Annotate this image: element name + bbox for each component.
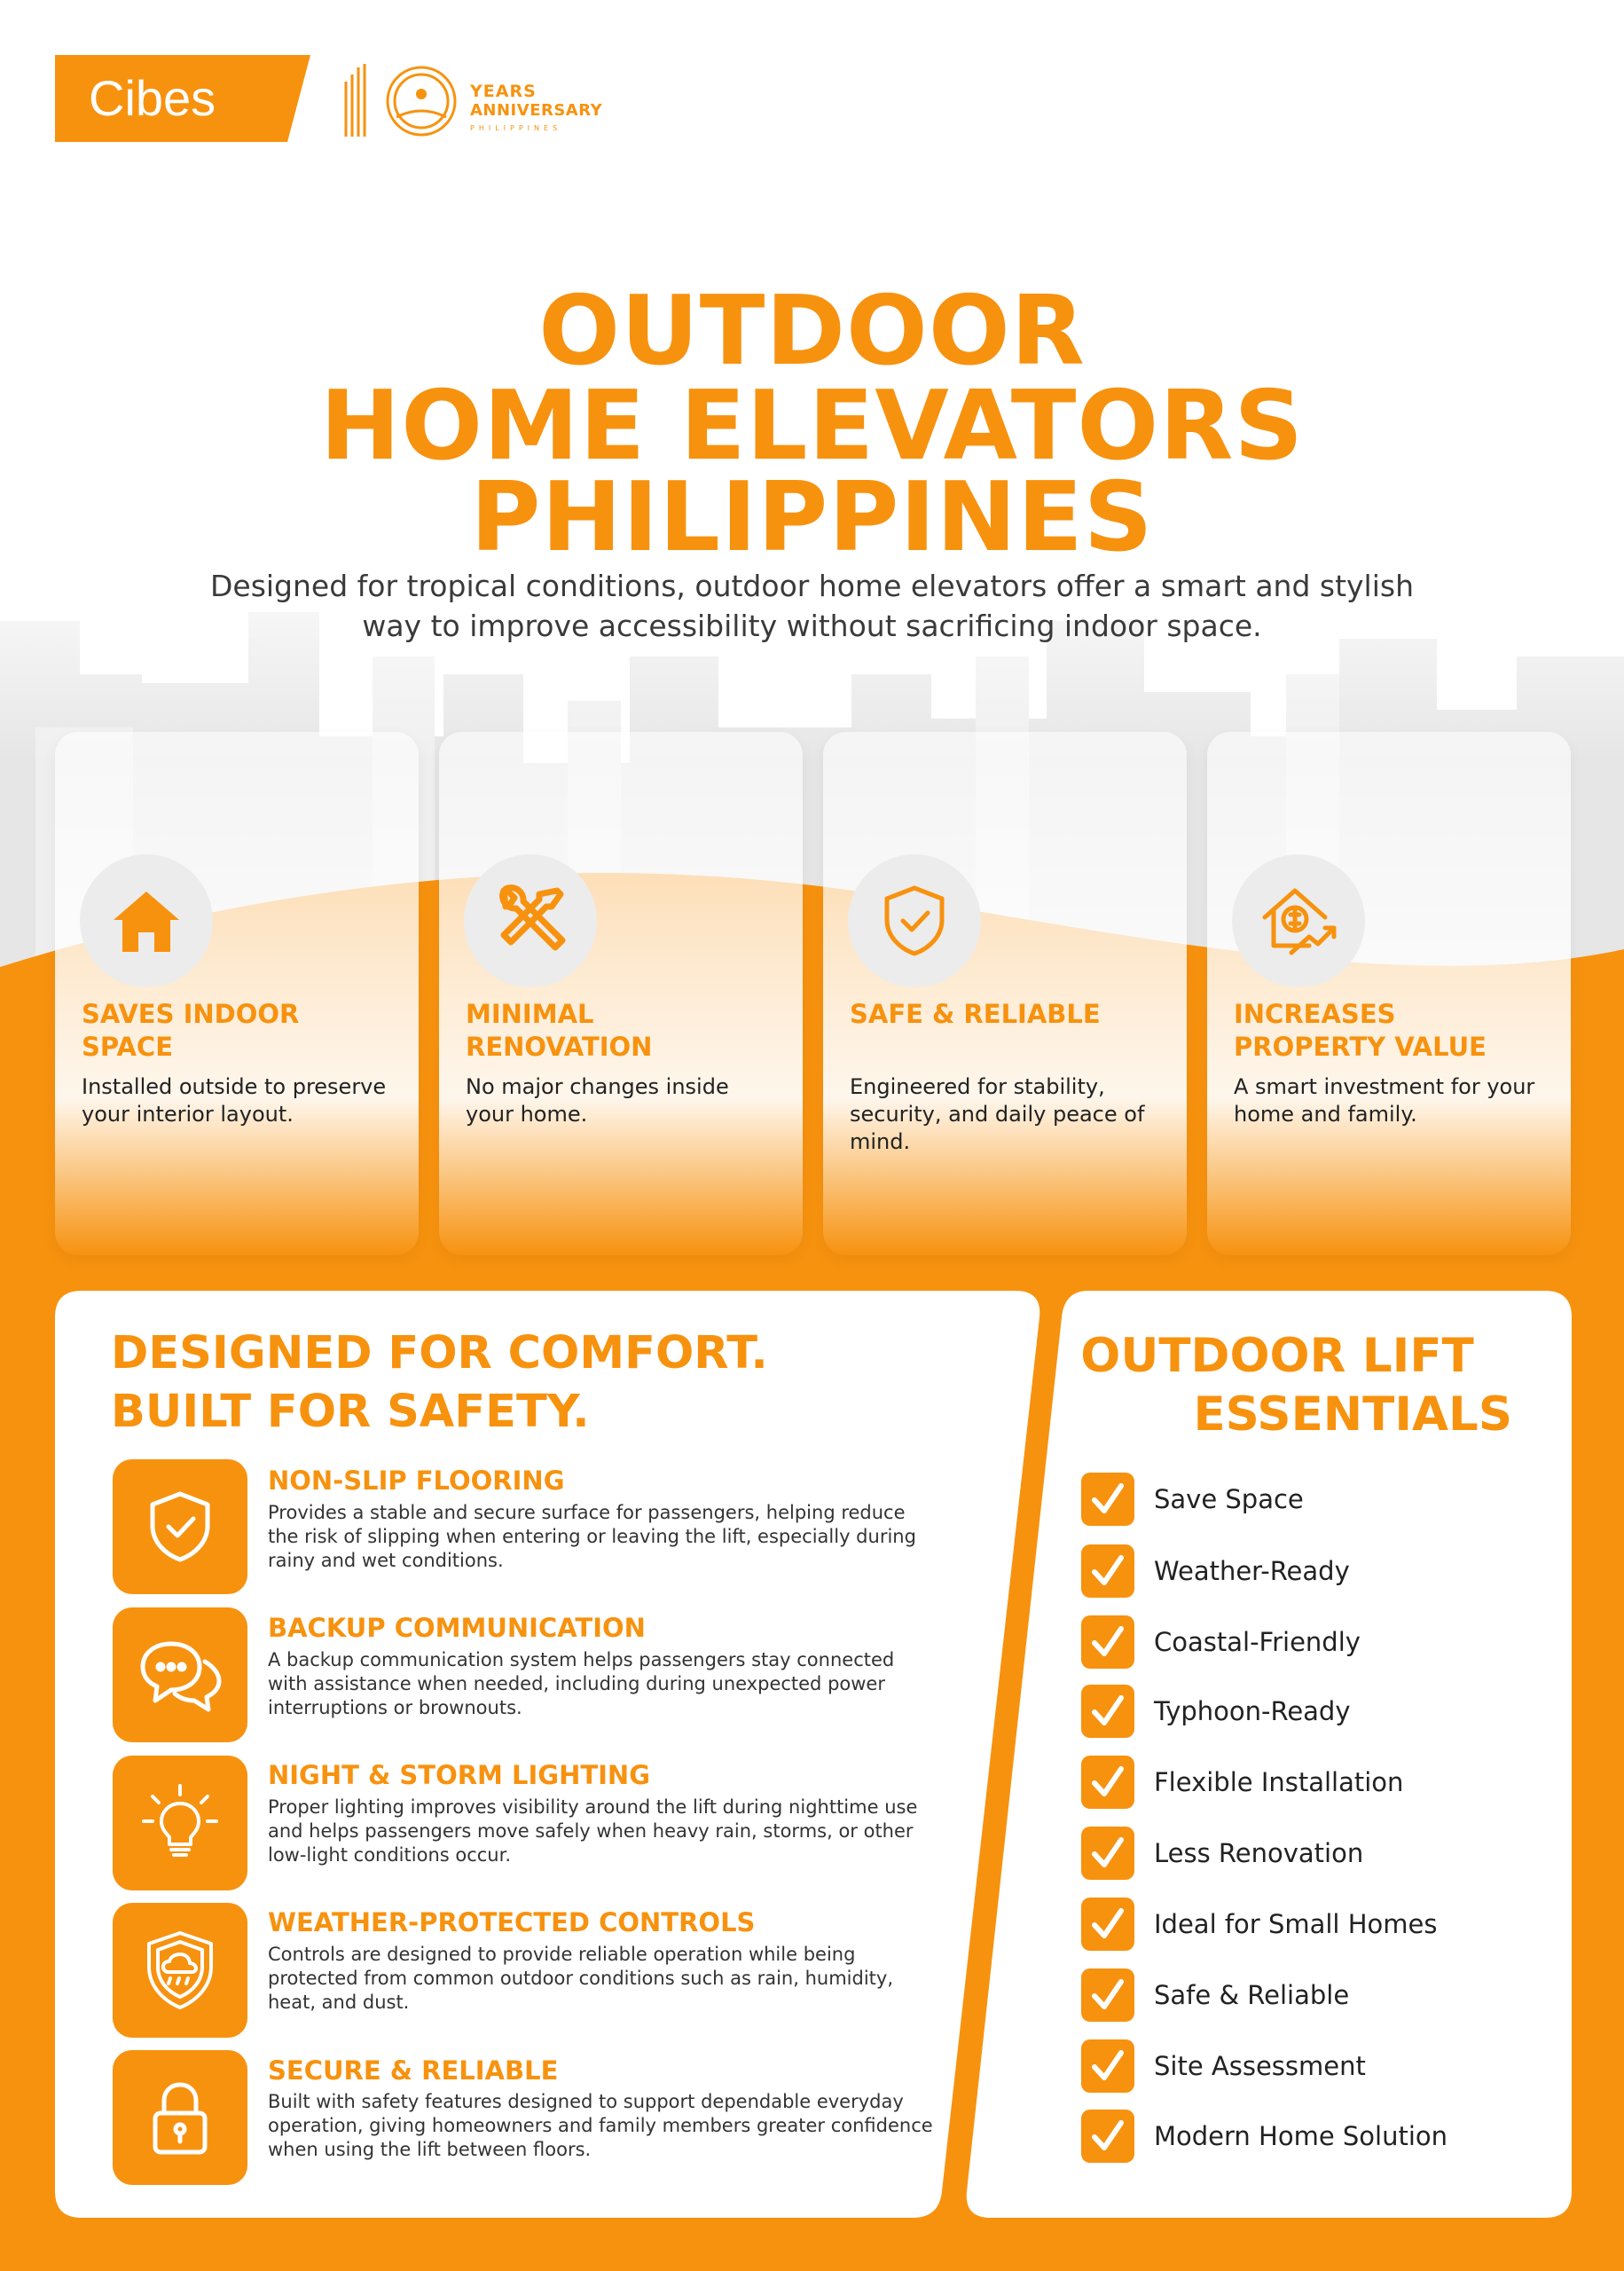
cibes-logo[interactable] xyxy=(55,55,310,142)
shield-check-icon xyxy=(848,854,981,987)
benefit-title-line-1: MINIMAL xyxy=(466,999,594,1029)
essentials-list-item xyxy=(1081,2110,1542,2163)
essentials-list-item xyxy=(1081,2039,1542,2093)
benefit-title-line-2: SPACE xyxy=(82,1032,174,1062)
checkmark-icon xyxy=(1081,1968,1134,2022)
anniversary-country-text: PHILIPPINES xyxy=(470,124,562,132)
essentials-heading-line-2: ESSENTIALS xyxy=(1193,1387,1512,1442)
checkmark-icon xyxy=(1081,1898,1134,1951)
essentials-item-label: Flexible Installation xyxy=(1154,1767,1404,1797)
essentials-list-item xyxy=(1081,1685,1542,1738)
essentials-list-item xyxy=(1081,1544,1542,1598)
hero-subtitle-line-1: Designed for tropical conditions, outdoor home elevators offer a smart and stylish xyxy=(209,569,1414,603)
comfort-heading-line-2: BUILT FOR SAFETY. xyxy=(111,1386,590,1438)
essentials-list-item xyxy=(1081,1898,1542,1951)
shield-check-icon xyxy=(113,1459,247,1594)
feature-title-non-slip: NON-SLIP FLOORING xyxy=(268,1466,565,1496)
benefit-text: Installed outside to preserve your interior layout. xyxy=(82,1074,387,1127)
essentials-item-label: Coastal-Friendly xyxy=(1154,1627,1361,1657)
essentials-list-item xyxy=(1081,1756,1542,1809)
benefit-card-increases-property-value xyxy=(1207,732,1571,1255)
hero-title-line-1: OUTDOOR xyxy=(538,276,1086,387)
essentials-item-label: Safe & Reliable xyxy=(1154,1980,1350,2010)
benefit-title-line-1: SAVES INDOOR xyxy=(82,999,300,1029)
essentials-heading-line-1: OUTDOOR LIFT xyxy=(1080,1329,1474,1383)
checkmark-icon xyxy=(1081,1685,1134,1738)
checkmark-icon xyxy=(1081,2039,1134,2093)
tools-icon xyxy=(464,854,597,987)
checkmark-icon xyxy=(1081,1827,1134,1880)
feature-title-backup-communication: BACKUP COMMUNICATION xyxy=(268,1613,646,1643)
benefit-title-line-1: INCREASES xyxy=(1234,999,1396,1029)
feature-text-lighting: Proper lighting improves visibility around the lift during nighttime use and helps passengers move safely when heavy rain, storms, or other low-light conditions occur. xyxy=(268,1796,918,1866)
essentials-list-item xyxy=(1081,1473,1542,1526)
checkmark-icon xyxy=(1081,1756,1134,1809)
feature-title-weather-controls: WEATHER-PROTECTED CONTROLS xyxy=(268,1907,756,1937)
checkmark-icon xyxy=(1081,1615,1134,1669)
checkmark-icon xyxy=(1081,1544,1134,1598)
comfort-heading-line-1: DESIGNED FOR COMFORT. xyxy=(111,1327,768,1379)
essentials-item-label: Weather-Ready xyxy=(1154,1556,1350,1586)
hero-title-line-3: PHILIPPINES xyxy=(470,462,1154,573)
essentials-list-item xyxy=(1081,1615,1542,1669)
benefit-card-safe-reliable xyxy=(823,732,1187,1255)
essentials-item-label: Site Assessment xyxy=(1154,2051,1366,2081)
essentials-list-item xyxy=(1081,1968,1542,2022)
essentials-item-label: Save Space xyxy=(1154,1484,1304,1514)
padlock-icon xyxy=(113,2050,247,2185)
feature-text-non-slip: Provides a stable and secure surface for passengers, helping reduce the risk of slipping when entering or leaving the lift, especially during rainy and wet conditions. xyxy=(268,1502,916,1571)
benefit-text: Engineered for stability, security, and daily peace of mind. xyxy=(850,1074,1145,1154)
essentials-item-label: Modern Home Solution xyxy=(1154,2121,1448,2151)
benefit-title-line-2: PROPERTY VALUE xyxy=(1234,1032,1487,1062)
feature-title-lighting: NIGHT & STORM LIGHTING xyxy=(268,1760,650,1790)
anniversary-word-text: ANNIVERSARY xyxy=(470,101,603,120)
weather-shield-icon xyxy=(113,1903,247,2038)
hero-title-line-2: HOME ELEVATORS xyxy=(319,371,1305,482)
benefit-card-saves-indoor-space xyxy=(55,732,419,1255)
feature-text-weather-controls: Controls are designed to provide reliable operation while being protected from common outdoor conditions such as rain, humidity, heat, and dust. xyxy=(268,1944,894,2013)
essentials-item-label: Ideal for Small Homes xyxy=(1154,1909,1438,1939)
benefit-text: A smart investment for your home and family. xyxy=(1234,1074,1535,1127)
feature-text-backup-communication: A backup communication system helps passengers stay connected with assistance when needed, including during unexpected power interruptions or brownouts. xyxy=(268,1649,895,1718)
benefit-card-minimal-renovation xyxy=(439,732,803,1255)
light-bulb-icon xyxy=(113,1756,247,1890)
chat-bubbles-icon xyxy=(113,1607,247,1742)
hero-subtitle-line-2: way to improve accessibility without sacrificing indoor space. xyxy=(362,609,1262,643)
feature-text-secure-reliable: Built with safety features designed to support dependable everyday operation, giving homeowners and family members greater confidence when using the lift between floors. xyxy=(268,2091,933,2160)
hero-subtitle xyxy=(115,566,1509,646)
house-value-icon xyxy=(1232,854,1365,987)
essentials-list-item xyxy=(1081,1827,1542,1880)
essentials-item-label: Less Renovation xyxy=(1154,1838,1364,1868)
checkmark-icon xyxy=(1081,1473,1134,1526)
anniversary-years-text: YEARS xyxy=(470,82,537,101)
essentials-item-label: Typhoon-Ready xyxy=(1154,1696,1351,1726)
feature-title-secure-reliable: SECURE & RELIABLE xyxy=(268,2055,559,2086)
benefit-text: No major changes inside your home. xyxy=(466,1074,729,1127)
benefit-title-line-2: RENOVATION xyxy=(466,1032,653,1062)
home-icon xyxy=(80,854,213,987)
svg-text:Cibes: Cibes xyxy=(89,70,216,126)
benefit-title-line-1: SAFE & RELIABLE xyxy=(850,999,1101,1029)
checkmark-icon xyxy=(1081,2110,1134,2163)
